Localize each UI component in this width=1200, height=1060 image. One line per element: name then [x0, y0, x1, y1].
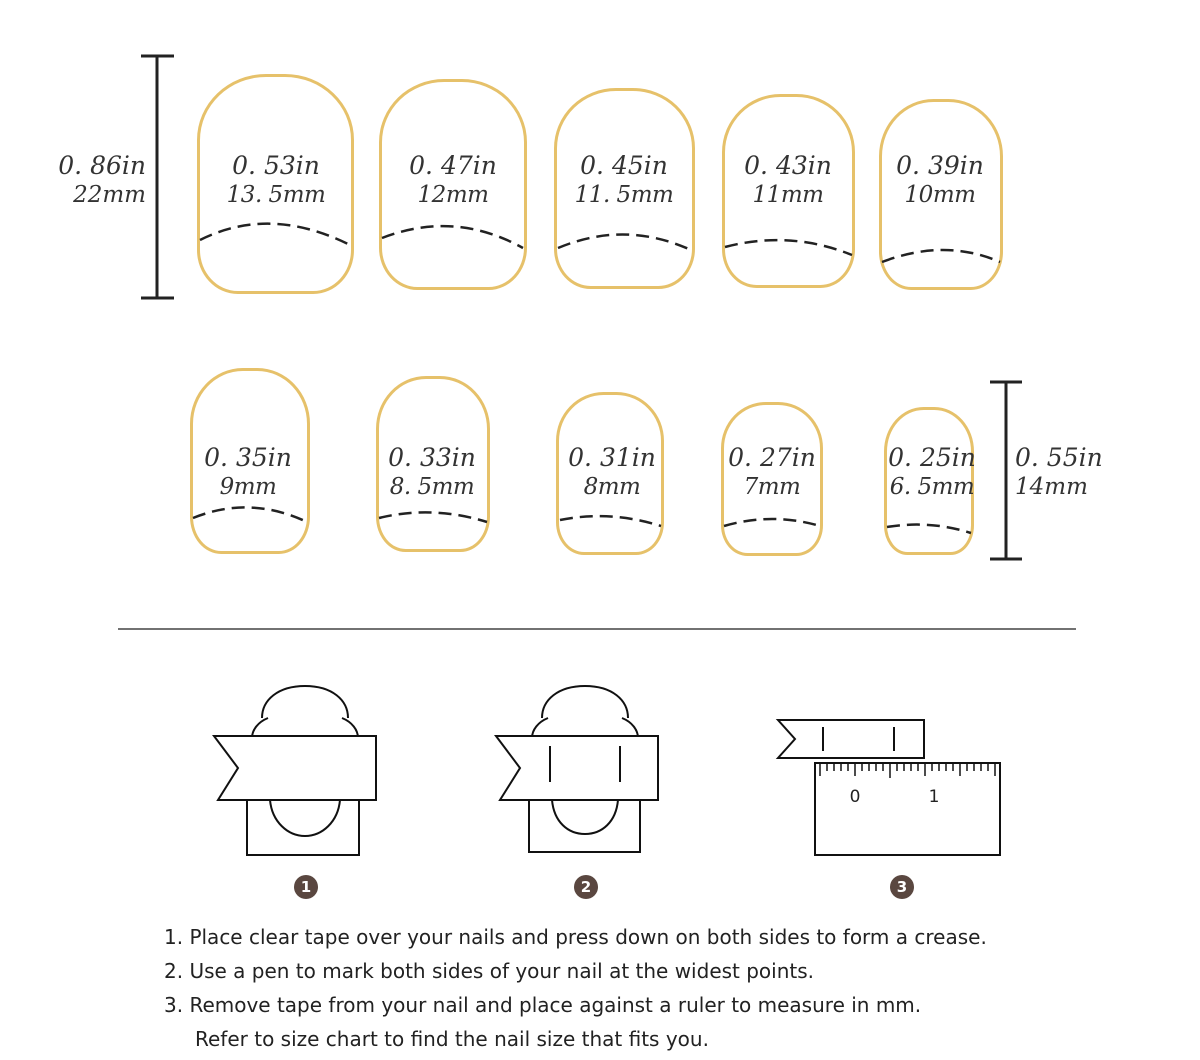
nail-large-4-label	[728, 150, 848, 210]
width-mm: 11. 5mm	[574, 182, 674, 209]
cuticle-line	[887, 525, 971, 533]
length-inches: 0. 86in	[58, 151, 146, 180]
length-mm: 14mm	[1015, 474, 1088, 501]
instruction-line: 2. Use a pen to mark both sides of your nail at the widest points.	[164, 959, 815, 983]
cuticle-line	[193, 507, 307, 522]
nail-large-5-label	[880, 150, 1000, 210]
instruction-line: 3. Remove tape from your nail and place against a ruler to measure in mm.	[164, 993, 922, 1017]
cuticle-line	[379, 512, 487, 522]
cuticle-line	[724, 519, 820, 526]
width-mm: 6. 5mm	[889, 474, 975, 501]
width-inches: 0. 33in	[388, 443, 476, 472]
width-inches: 0. 31in	[568, 443, 656, 472]
cuticle-line	[558, 234, 691, 250]
nail-large-3-label	[564, 150, 684, 210]
nail-large-1-label	[216, 150, 336, 210]
width-mm: 7mm	[743, 474, 801, 501]
nail-small-1-label	[188, 442, 308, 502]
length-mm: 22mm	[73, 182, 146, 209]
ruler-label-1: 1	[928, 787, 940, 807]
length-label-large	[46, 150, 146, 210]
cuticle-line	[882, 250, 1000, 262]
length-inches: 0. 55in	[1015, 443, 1103, 472]
width-inches: 0. 45in	[580, 151, 668, 180]
instruction-line: 1. Place clear tape over your nails and press down on both sides to form a crease.	[164, 925, 987, 949]
nail-small-3-label	[552, 442, 672, 502]
width-mm: 12mm	[417, 182, 489, 209]
cuticle-line	[200, 224, 350, 245]
width-mm: 10mm	[904, 182, 976, 209]
step-badge-1: 1	[294, 875, 318, 899]
ruler-label-0: 0	[849, 787, 861, 807]
width-mm: 13. 5mm	[226, 182, 326, 209]
step-badge-2: 2	[574, 875, 598, 899]
cuticle-line	[560, 516, 661, 526]
width-inches: 0. 53in	[232, 151, 320, 180]
cuticle-line	[725, 240, 852, 255]
width-inches: 0. 25in	[888, 443, 976, 472]
width-mm: 8. 5mm	[389, 474, 475, 501]
width-inches: 0. 47in	[409, 151, 497, 180]
nail-small-5-label	[872, 442, 992, 502]
instruction-line: Refer to size chart to find the nail size that fits you.	[195, 1027, 709, 1051]
width-inches: 0. 27in	[728, 443, 816, 472]
nail-small-4-label	[712, 442, 832, 502]
width-mm: 11mm	[752, 182, 824, 209]
cuticle-line	[382, 226, 523, 248]
width-inches: 0. 39in	[896, 151, 984, 180]
length-label-small	[1015, 442, 1125, 502]
width-mm: 8mm	[583, 474, 641, 501]
nail-small-2-label	[372, 442, 492, 502]
width-mm: 9mm	[219, 474, 277, 501]
nail-large-2-label	[393, 150, 513, 210]
width-inches: 0. 43in	[744, 151, 832, 180]
step-badge-3: 3	[890, 875, 914, 899]
instructions	[164, 920, 987, 1056]
width-inches: 0. 35in	[204, 443, 292, 472]
